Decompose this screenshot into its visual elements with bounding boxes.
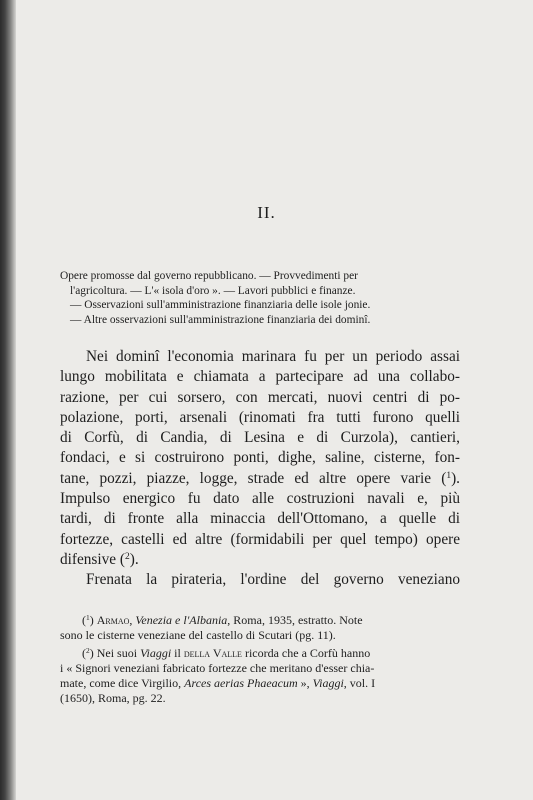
body-line: Nei dominî l'economia marinara fu per un periodo assai bbox=[86, 348, 460, 365]
body-line-text: difensive ( bbox=[60, 550, 125, 568]
body-line-text: tane, pozzi, piazze, logge, strade ed altre opere varie ( bbox=[60, 469, 447, 487]
footnotes bbox=[60, 613, 465, 705]
page-gutter-shadow bbox=[0, 0, 16, 800]
body-line: razione, per cui sorsero, con mercati, nuovi centri di po- bbox=[60, 388, 460, 406]
summary-line: — Osservazioni sull'amministrazione finanziaria delle isole jonie. bbox=[70, 299, 371, 312]
body-text bbox=[60, 347, 460, 591]
footnote-line: i « Signori veneziani fabricato fortezze che meritano d'esser chia- bbox=[60, 661, 375, 676]
summary-line: Opere promosse dal governo repubblicano. — Provvedimenti per bbox=[60, 270, 358, 282]
body-line: tardi, di fronte alla minaccia dell'Ottomano, a quelle di bbox=[60, 510, 460, 528]
body-line: lungo mobilitata e chiamata a partecipare ad una collabo- bbox=[60, 368, 460, 386]
body-line: di Corfù, di Candia, di Lesina e di Curzola), cantieri, bbox=[60, 429, 460, 447]
chapter-number: II. bbox=[257, 203, 276, 222]
footnote-text: Nei suoi bbox=[96, 646, 141, 661]
footnote-ref-1[interactable]: 1 bbox=[446, 470, 452, 481]
body-line: polazione, porti, arsenali (rinomati fra tutti furono quelli bbox=[60, 408, 460, 426]
footnote-mark: 1 bbox=[86, 612, 90, 622]
body-line-tail: ). bbox=[129, 550, 139, 568]
footnote-title: Viaggi bbox=[312, 675, 344, 690]
footnote-line: sono le cisterne veneziane del castello di Scutari (pg. 11). bbox=[60, 627, 336, 642]
footnote-quote: Arces aerias Phaeacum bbox=[184, 675, 298, 690]
footnote-author: della Valle bbox=[183, 646, 242, 661]
footnote-line bbox=[60, 676, 465, 691]
footnote-text: , vol. I bbox=[343, 675, 376, 690]
body-line: Impulso energico fu dato alle costruzioni navali e, più bbox=[60, 490, 460, 508]
footnote-author: Armao bbox=[96, 613, 130, 627]
body-line bbox=[60, 469, 460, 489]
footnote-text: ricorda che a Corfù hanno bbox=[241, 646, 371, 661]
footnote-title: Viaggi bbox=[140, 646, 172, 661]
body-line-tail: ). bbox=[451, 469, 460, 487]
summary-line: l'agricoltura. — L'« isola d'oro ». — Lavori pubblici e finanze. bbox=[70, 284, 356, 297]
body-line: fortezze, castelli ed altre (formidabili per quel tempo) opere bbox=[60, 530, 460, 548]
footnote-text: », bbox=[297, 675, 313, 690]
body-line: fondaci, e si costruirono ponti, dighe, saline, cisterne, fon- bbox=[60, 449, 460, 467]
footnote-line: (1650), Roma, pg. 22. bbox=[60, 690, 166, 705]
body-line bbox=[60, 550, 460, 570]
chapter-summary bbox=[60, 269, 465, 327]
footnote-1: ($^1$) Armao, Venezia e l'Albania, Roma, 1935, estratto. Note bbox=[82, 612, 363, 627]
body-line: Frenata la pirateria, l'ordine del governo veneziano bbox=[86, 571, 460, 589]
footnote-2: ($^2$) Nei suoi Viaggi il della Valle ricorda che a Corfù hanno bbox=[82, 646, 371, 661]
footnote-ref-2[interactable]: 2 bbox=[125, 551, 130, 562]
footnote-title: Venezia e l'Albania bbox=[135, 613, 228, 627]
footnote-text: , Roma, 1935, estratto. Note bbox=[227, 613, 363, 627]
footnote-text: mate, come dice Virgilio, bbox=[60, 675, 185, 690]
summary-line: — Altre osservazioni sull'amministrazione finanziaria dei dominî. bbox=[70, 313, 371, 326]
footnote-text: il bbox=[171, 646, 184, 661]
footnote-mark: 2 bbox=[86, 646, 90, 656]
